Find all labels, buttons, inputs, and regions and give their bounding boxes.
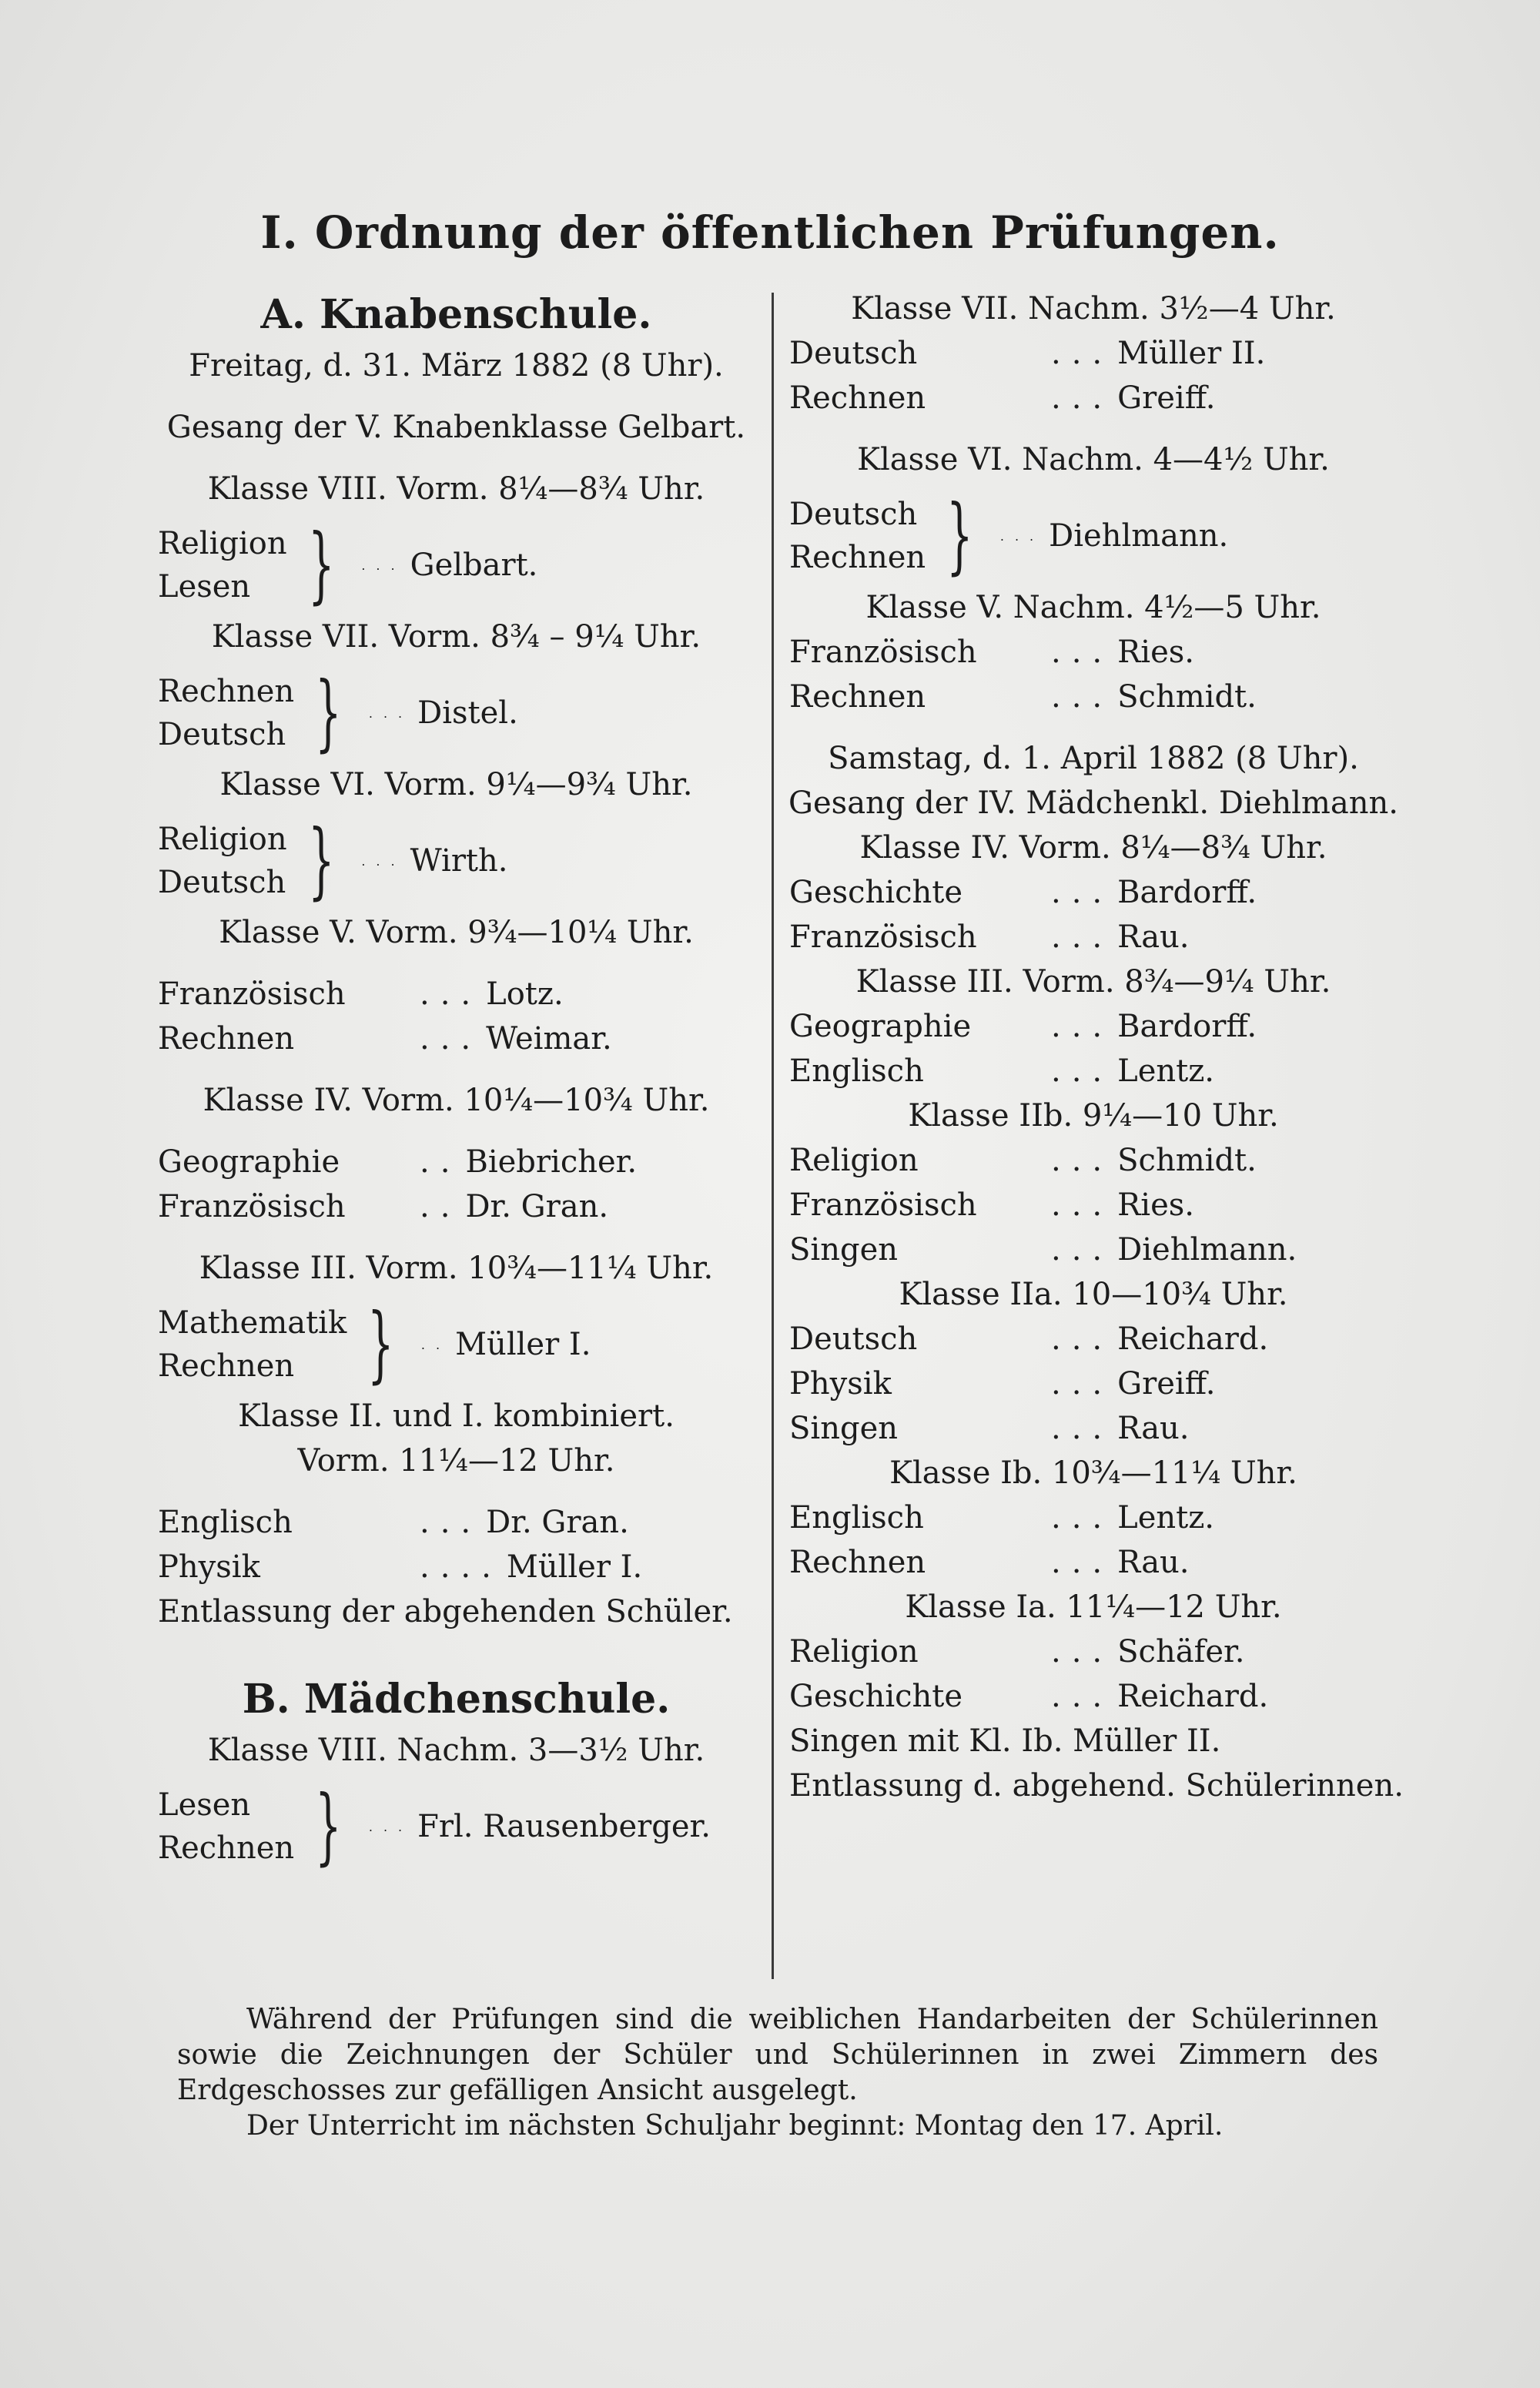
leader-dots: .. xyxy=(420,1337,451,1352)
subject: Rechnen xyxy=(158,1348,295,1384)
subject: Mathematik xyxy=(158,1305,347,1341)
leader-dots: ... xyxy=(368,1819,413,1834)
teacher-name: Bardorff. xyxy=(1117,875,1257,910)
subject-row xyxy=(158,1545,755,1589)
class-header: Klasse VIII. Nachm. 3—3½ Uhr. xyxy=(207,1733,705,1768)
teacher-name: Lentz. xyxy=(1117,1500,1215,1536)
subject-row xyxy=(789,1406,1398,1451)
class-header: Klasse III. Vorm. 10¾—11¼ Uhr. xyxy=(199,1251,714,1286)
subject: Rechnen xyxy=(158,1830,295,1866)
brace-glyph: } xyxy=(315,1778,342,1874)
teacher-name: Ries. xyxy=(1117,1187,1194,1223)
brace-glyph: } xyxy=(946,487,973,584)
class-time: Vorm. 11¼—12 Uhr. xyxy=(297,1443,615,1479)
subject: Rechnen xyxy=(789,679,926,715)
subject: Französisch xyxy=(789,919,977,955)
teacher-name: Schmidt. xyxy=(1117,1143,1257,1178)
subject: Geographie xyxy=(158,1144,340,1180)
exam-date-friday: Freitag, d. 31. März 1882 (8 Uhr). xyxy=(189,348,724,383)
teacher-name: Gelbart. xyxy=(410,548,538,583)
subject: Physik xyxy=(158,1549,260,1585)
teacher-name: Schäfer. xyxy=(1117,1634,1245,1670)
teacher-name: Biebricher. xyxy=(465,1144,638,1180)
teacher-name: Müller II. xyxy=(1117,336,1266,371)
subject-row xyxy=(789,376,1398,420)
leader-dots: ... xyxy=(1051,1143,1113,1178)
subject-group xyxy=(789,487,1398,584)
class-header: Klasse V. Nachm. 4½—5 Uhr. xyxy=(865,590,1321,625)
subject: Singen xyxy=(789,1411,898,1446)
subject: Lesen xyxy=(158,1787,251,1823)
subject-group xyxy=(158,812,755,909)
subject-row xyxy=(789,1361,1398,1406)
section-heading-girls: B. Mädchenschule. xyxy=(242,1676,671,1723)
leader-dots: ... xyxy=(1051,679,1113,715)
footnote-exhibition: Während der Prüfungen sind die weiblichen Handarbeiten der Schülerinnen sowie die Zeichnungen der Schüler und Schülerinnen in zwei Zimmern des Erdgeschosses zur gefälligen Ansicht ausgelegt. xyxy=(177,2004,1378,2106)
teacher-name: Ries. xyxy=(1117,635,1194,670)
subject-row xyxy=(789,1049,1398,1094)
leader-dots: ... xyxy=(1051,1009,1113,1044)
leader-dots: ... xyxy=(1051,635,1113,670)
subject: Physik xyxy=(789,1366,892,1402)
subject: Deutsch xyxy=(789,497,918,532)
subject-group xyxy=(158,1296,755,1392)
subject: Religion xyxy=(158,526,287,561)
brace-glyph: } xyxy=(315,665,342,761)
subject-row xyxy=(158,1500,755,1545)
class-header: Klasse V. Vorm. 9¾—10¼ Uhr. xyxy=(219,915,694,950)
subject-row xyxy=(789,1138,1398,1183)
subject-row xyxy=(789,1495,1398,1540)
leader-dots: ... xyxy=(1051,1053,1113,1089)
subject-group xyxy=(158,1778,755,1874)
subject: Religion xyxy=(789,1143,919,1178)
leader-dots: ... xyxy=(420,1505,482,1540)
subject-row xyxy=(789,1317,1398,1361)
class-header: Klasse II. und I. kombiniert. xyxy=(238,1398,675,1434)
section-heading-boys: A. Knabenschule. xyxy=(260,291,652,338)
teacher-name: Müller I. xyxy=(455,1327,591,1362)
subject-row xyxy=(789,870,1398,915)
subject: Religion xyxy=(789,1634,919,1670)
class-header: Klasse VII. Vorm. 8¾ – 9¼ Uhr. xyxy=(211,619,701,655)
subject: Rechnen xyxy=(789,380,926,416)
leader-dots: ... xyxy=(1051,875,1113,910)
class-header: Klasse IIa. 10—10¾ Uhr. xyxy=(899,1277,1288,1312)
subject: Deutsch xyxy=(789,1321,918,1357)
teacher-name: Greiff. xyxy=(1117,1366,1216,1402)
class-header: Klasse IIb. 9¼—10 Uhr. xyxy=(908,1098,1279,1134)
singing-line: Gesang der V. Knabenklasse Gelbart. xyxy=(166,410,746,445)
leader-dots: .. xyxy=(420,1144,461,1180)
teacher-name: Distel. xyxy=(417,695,518,731)
leader-dots: ... xyxy=(1051,1634,1113,1670)
teacher-name: Bardorff. xyxy=(1117,1009,1257,1044)
subject-row xyxy=(789,1674,1398,1719)
subject: Singen xyxy=(789,1232,898,1268)
class-header: Klasse IV. Vorm. 10¼—10¾ Uhr. xyxy=(203,1083,710,1118)
leader-dots: ... xyxy=(1051,380,1113,416)
class-header: Klasse Ia. 11¼—12 Uhr. xyxy=(905,1589,1282,1625)
leader-dots: ... xyxy=(368,705,413,721)
subject: Rechnen xyxy=(789,1545,926,1580)
subject: Deutsch xyxy=(158,865,286,900)
teacher-name: Schmidt. xyxy=(1117,679,1257,715)
leader-dots: ... xyxy=(361,853,406,869)
leader-dots: ... xyxy=(420,976,482,1012)
subject: Rechnen xyxy=(158,674,295,709)
teacher-name: Diehlmann. xyxy=(1117,1232,1297,1268)
subject-group xyxy=(158,665,755,761)
page-title: I. Ordnung der öffentlichen Prüfungen. xyxy=(260,206,1280,259)
class-header: Klasse VIII. Vorm. 8¼—8¾ Uhr. xyxy=(207,471,705,507)
subject: Geographie xyxy=(789,1009,972,1044)
class-header: Klasse VII. Nachm. 3½—4 Uhr. xyxy=(851,291,1336,327)
subject: Rechnen xyxy=(158,1021,295,1057)
teacher-name: Dr. Gran. xyxy=(465,1189,609,1224)
leader-dots: ... xyxy=(1051,1679,1113,1714)
footnote-school-start: Der Unterricht im nächsten Schuljahr beginnt: Montag den 17. April. xyxy=(246,2110,1224,2142)
class-header: Klasse Ib. 10¾—11¼ Uhr. xyxy=(889,1455,1297,1491)
teacher-name: Greiff. xyxy=(1117,380,1216,416)
teacher-name: Reichard. xyxy=(1117,1679,1269,1714)
class-header: Klasse VI. Vorm. 9¼—9¾ Uhr. xyxy=(219,767,693,802)
teacher-name: Wirth. xyxy=(410,843,508,879)
subject-row xyxy=(158,1016,755,1061)
subject-row xyxy=(789,331,1398,376)
subject-row xyxy=(789,1004,1398,1049)
right-column xyxy=(788,286,1404,1808)
teacher-name: Lotz. xyxy=(486,976,564,1012)
teacher-name: Rau. xyxy=(1117,1545,1190,1580)
brace-glyph: } xyxy=(307,812,335,909)
subject: Englisch xyxy=(158,1505,293,1540)
leader-dots: ... xyxy=(1051,1187,1113,1223)
dismissal-line: Entlassung d. abgehend. Schülerinnen. xyxy=(789,1768,1404,1804)
subject: Geschichte xyxy=(789,875,963,910)
leader-dots: .. xyxy=(420,1189,461,1224)
subject: Deutsch xyxy=(158,717,286,752)
teacher-name: Reichard. xyxy=(1117,1321,1269,1357)
leader-dots: ... xyxy=(361,558,406,573)
subject-row xyxy=(789,1629,1398,1674)
teacher-name: Dr. Gran. xyxy=(486,1505,629,1540)
leader-dots: ... xyxy=(1051,1232,1113,1268)
leader-dots: ... xyxy=(1051,1411,1113,1446)
singing-line: Gesang der IV. Mädchenkl. Diehlmann. xyxy=(788,785,1398,821)
subject: Französisch xyxy=(789,1187,977,1223)
teacher-name: Weimar. xyxy=(486,1021,612,1057)
leader-dots: ... xyxy=(1051,1500,1113,1536)
subject: Deutsch xyxy=(789,336,918,371)
dismissal-line: Entlassung der abgehenden Schüler. xyxy=(158,1594,733,1629)
leader-dots: ... xyxy=(1051,1545,1113,1580)
leader-dots: ... xyxy=(1051,1321,1113,1357)
subject-row xyxy=(158,1140,755,1184)
teacher-name: Lentz. xyxy=(1117,1053,1215,1089)
class-header: Klasse VI. Nachm. 4—4½ Uhr. xyxy=(857,442,1330,477)
class-header: Klasse IV. Vorm. 8¼—8¾ Uhr. xyxy=(859,830,1327,866)
brace-glyph: } xyxy=(307,517,335,613)
subject-row xyxy=(158,972,755,1016)
subject: Rechnen xyxy=(789,540,926,575)
class-header: Klasse III. Vorm. 8¾—9¼ Uhr. xyxy=(855,964,1331,1000)
subject: Englisch xyxy=(789,1053,924,1089)
subject: Englisch xyxy=(789,1500,924,1536)
brace-glyph: } xyxy=(367,1296,394,1392)
subject: Lesen xyxy=(158,569,251,605)
leader-dots: ... xyxy=(1051,336,1113,371)
subject-row xyxy=(789,630,1398,675)
subject-row xyxy=(789,1540,1398,1585)
subject: Geschichte xyxy=(789,1679,963,1714)
leader-dots: ... xyxy=(1051,919,1113,955)
leader-dots: .... xyxy=(420,1549,502,1585)
subject: Religion xyxy=(158,822,287,857)
teacher-name: Rau. xyxy=(1117,1411,1190,1446)
subject: Französisch xyxy=(158,1189,346,1224)
subject-group xyxy=(158,517,755,613)
subject: Französisch xyxy=(789,635,977,670)
exam-date-saturday: Samstag, d. 1. April 1882 (8 Uhr). xyxy=(828,741,1359,776)
teacher-name: Rau. xyxy=(1117,919,1190,955)
leader-dots: ... xyxy=(420,1021,482,1057)
subject-row xyxy=(789,915,1398,960)
subject-row xyxy=(789,675,1398,719)
teacher-name: Frl. Rausenberger. xyxy=(417,1809,711,1844)
subject-row xyxy=(158,1184,755,1229)
left-column xyxy=(158,286,755,1876)
teacher-name: Diehlmann. xyxy=(1049,518,1229,554)
leader-dots: ... xyxy=(1051,1366,1113,1402)
column-divider xyxy=(772,293,774,1979)
singing-combined-line: Singen mit Kl. Ib. Müller II. xyxy=(789,1723,1221,1759)
subject: Französisch xyxy=(158,976,346,1012)
footnote xyxy=(177,2002,1378,2144)
leader-dots: ... xyxy=(999,528,1045,544)
subject-row xyxy=(789,1183,1398,1227)
subject-row xyxy=(789,1227,1398,1272)
teacher-name: Müller I. xyxy=(506,1549,643,1585)
